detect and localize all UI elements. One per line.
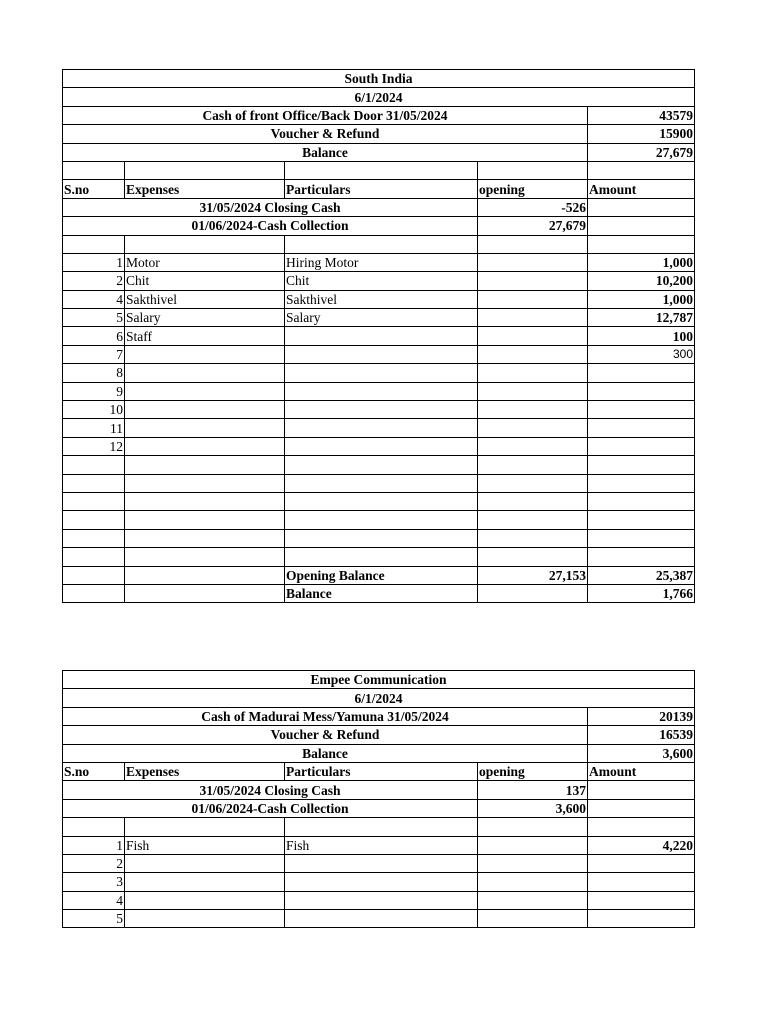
row-amount bbox=[588, 437, 695, 455]
row-particulars: Chit bbox=[285, 272, 478, 290]
row-sno: 8 bbox=[63, 364, 125, 382]
row-amount: 100 bbox=[588, 327, 695, 345]
closing-cash-value: 137 bbox=[478, 781, 588, 799]
row-expense bbox=[125, 873, 285, 891]
row-opening bbox=[478, 253, 588, 271]
header-sno: S.no bbox=[63, 180, 125, 198]
row-sno: 1 bbox=[63, 836, 125, 854]
balance-value: 27,679 bbox=[588, 143, 695, 161]
table-row bbox=[63, 327, 695, 345]
table-row bbox=[63, 382, 695, 400]
voucher-label: Voucher & Refund bbox=[63, 726, 588, 744]
balance-value: 3,600 bbox=[588, 744, 695, 762]
row-sno: 5 bbox=[63, 309, 125, 327]
row-sno: 1 bbox=[63, 253, 125, 271]
table-row bbox=[63, 253, 695, 271]
row-sno: 7 bbox=[63, 345, 125, 363]
header-opening: opening bbox=[478, 180, 588, 198]
empty-row bbox=[63, 474, 695, 492]
row-amount: 4,220 bbox=[588, 836, 695, 854]
cash-collection-value: 3,600 bbox=[478, 799, 588, 817]
row-opening bbox=[478, 891, 588, 909]
row-opening bbox=[478, 437, 588, 455]
header-particulars: Particulars bbox=[285, 180, 478, 198]
row-expense bbox=[125, 437, 285, 455]
row-sno: 12 bbox=[63, 437, 125, 455]
header-row bbox=[63, 180, 695, 198]
table-row bbox=[63, 290, 695, 308]
row-particulars bbox=[285, 854, 478, 872]
row-sno: 2 bbox=[63, 272, 125, 290]
row-particulars: Salary bbox=[285, 309, 478, 327]
header-amount: Amount bbox=[588, 180, 695, 198]
row-particulars: Hiring Motor bbox=[285, 253, 478, 271]
table-title: South India bbox=[63, 70, 695, 88]
row-amount bbox=[588, 401, 695, 419]
row-expense bbox=[125, 345, 285, 363]
row-amount: 300 bbox=[588, 345, 695, 363]
row-sno: 2 bbox=[63, 854, 125, 872]
table-row bbox=[63, 854, 695, 872]
row-opening bbox=[478, 910, 588, 928]
header-expenses: Expenses bbox=[125, 762, 285, 780]
voucher-value: 15900 bbox=[588, 125, 695, 143]
row-sno: 4 bbox=[63, 891, 125, 909]
row-opening bbox=[478, 382, 588, 400]
row-particulars: Fish bbox=[285, 836, 478, 854]
row-opening bbox=[478, 309, 588, 327]
row-amount bbox=[588, 891, 695, 909]
row-particulars bbox=[285, 382, 478, 400]
empee-communication-table bbox=[62, 670, 695, 928]
row-opening bbox=[478, 327, 588, 345]
table-row bbox=[63, 891, 695, 909]
voucher-value: 16539 bbox=[588, 726, 695, 744]
header-amount: Amount bbox=[588, 762, 695, 780]
empty-row bbox=[63, 511, 695, 529]
row-sno: 9 bbox=[63, 382, 125, 400]
row-opening bbox=[478, 401, 588, 419]
row-particulars: Sakthivel bbox=[285, 290, 478, 308]
table-row bbox=[63, 364, 695, 382]
closing-cash-value: -526 bbox=[478, 198, 588, 216]
header-row bbox=[63, 762, 695, 780]
row-sno: 6 bbox=[63, 327, 125, 345]
row-particulars bbox=[285, 891, 478, 909]
row-amount: 10,200 bbox=[588, 272, 695, 290]
cash-collection-value: 27,679 bbox=[478, 217, 588, 235]
header-opening: opening bbox=[478, 762, 588, 780]
row-expense: Sakthivel bbox=[125, 290, 285, 308]
row-particulars bbox=[285, 345, 478, 363]
row-expense bbox=[125, 419, 285, 437]
row-opening bbox=[478, 290, 588, 308]
row-amount: 12,787 bbox=[588, 309, 695, 327]
row-amount bbox=[588, 382, 695, 400]
table-row bbox=[63, 401, 695, 419]
empty-row bbox=[63, 456, 695, 474]
front-office-value: 43579 bbox=[588, 106, 695, 124]
closing-cash-label: 31/05/2024 Closing Cash bbox=[63, 198, 478, 216]
table-row bbox=[63, 836, 695, 854]
row-amount: 1,000 bbox=[588, 290, 695, 308]
row-particulars bbox=[285, 873, 478, 891]
row-particulars bbox=[285, 437, 478, 455]
row-expense bbox=[125, 364, 285, 382]
row-amount bbox=[588, 364, 695, 382]
row-particulars bbox=[285, 327, 478, 345]
final-balance-amount: 1,766 bbox=[588, 584, 695, 602]
row-sno: 3 bbox=[63, 873, 125, 891]
row-sno: 10 bbox=[63, 401, 125, 419]
voucher-label: Voucher & Refund bbox=[63, 125, 588, 143]
row-amount bbox=[588, 854, 695, 872]
row-particulars bbox=[285, 364, 478, 382]
table-date: 6/1/2024 bbox=[63, 88, 695, 106]
cash-collection-label: 01/06/2024-Cash Collection bbox=[63, 217, 478, 235]
table-date: 6/1/2024 bbox=[63, 689, 695, 707]
row-opening bbox=[478, 873, 588, 891]
row-expense bbox=[125, 382, 285, 400]
row-opening bbox=[478, 854, 588, 872]
row-expense bbox=[125, 891, 285, 909]
row-expense: Motor bbox=[125, 253, 285, 271]
row-sno: 5 bbox=[63, 910, 125, 928]
row-amount bbox=[588, 873, 695, 891]
row-opening bbox=[478, 364, 588, 382]
row-amount bbox=[588, 419, 695, 437]
row-opening bbox=[478, 345, 588, 363]
header-particulars: Particulars bbox=[285, 762, 478, 780]
table-row bbox=[63, 309, 695, 327]
row-amount bbox=[588, 910, 695, 928]
table-row bbox=[63, 419, 695, 437]
empty-row bbox=[63, 548, 695, 566]
header-sno: S.no bbox=[63, 762, 125, 780]
row-particulars bbox=[285, 419, 478, 437]
south-india-table bbox=[62, 69, 695, 603]
row-amount: 1,000 bbox=[588, 253, 695, 271]
closing-cash-label: 31/05/2024 Closing Cash bbox=[63, 781, 478, 799]
table-row bbox=[63, 345, 695, 363]
final-balance-label: Balance bbox=[285, 584, 478, 602]
row-expense: Salary bbox=[125, 309, 285, 327]
row-expense bbox=[125, 401, 285, 419]
front-office-label: Cash of front Office/Back Door 31/05/2024 bbox=[63, 106, 588, 124]
cash-collection-label: 01/06/2024-Cash Collection bbox=[63, 799, 478, 817]
row-opening bbox=[478, 836, 588, 854]
row-particulars bbox=[285, 910, 478, 928]
table-row bbox=[63, 910, 695, 928]
table-row bbox=[63, 437, 695, 455]
row-expense: Staff bbox=[125, 327, 285, 345]
row-expense bbox=[125, 854, 285, 872]
opening-balance-label: Opening Balance bbox=[285, 566, 478, 584]
table-row bbox=[63, 873, 695, 891]
table-row bbox=[63, 272, 695, 290]
front-office-value: 20139 bbox=[588, 707, 695, 725]
empty-row bbox=[63, 529, 695, 547]
opening-balance-amount: 25,387 bbox=[588, 566, 695, 584]
row-particulars bbox=[285, 401, 478, 419]
opening-balance-opening: 27,153 bbox=[478, 566, 588, 584]
row-sno: 11 bbox=[63, 419, 125, 437]
row-sno: 4 bbox=[63, 290, 125, 308]
front-office-label: Cash of Madurai Mess/Yamuna 31/05/2024 bbox=[63, 707, 588, 725]
balance-label: Balance bbox=[63, 143, 588, 161]
row-expense: Fish bbox=[125, 836, 285, 854]
row-expense bbox=[125, 910, 285, 928]
row-opening bbox=[478, 272, 588, 290]
table-title: Empee Communication bbox=[63, 671, 695, 689]
header-expenses: Expenses bbox=[125, 180, 285, 198]
empty-row bbox=[63, 492, 695, 510]
balance-label: Balance bbox=[63, 744, 588, 762]
row-opening bbox=[478, 419, 588, 437]
row-expense: Chit bbox=[125, 272, 285, 290]
